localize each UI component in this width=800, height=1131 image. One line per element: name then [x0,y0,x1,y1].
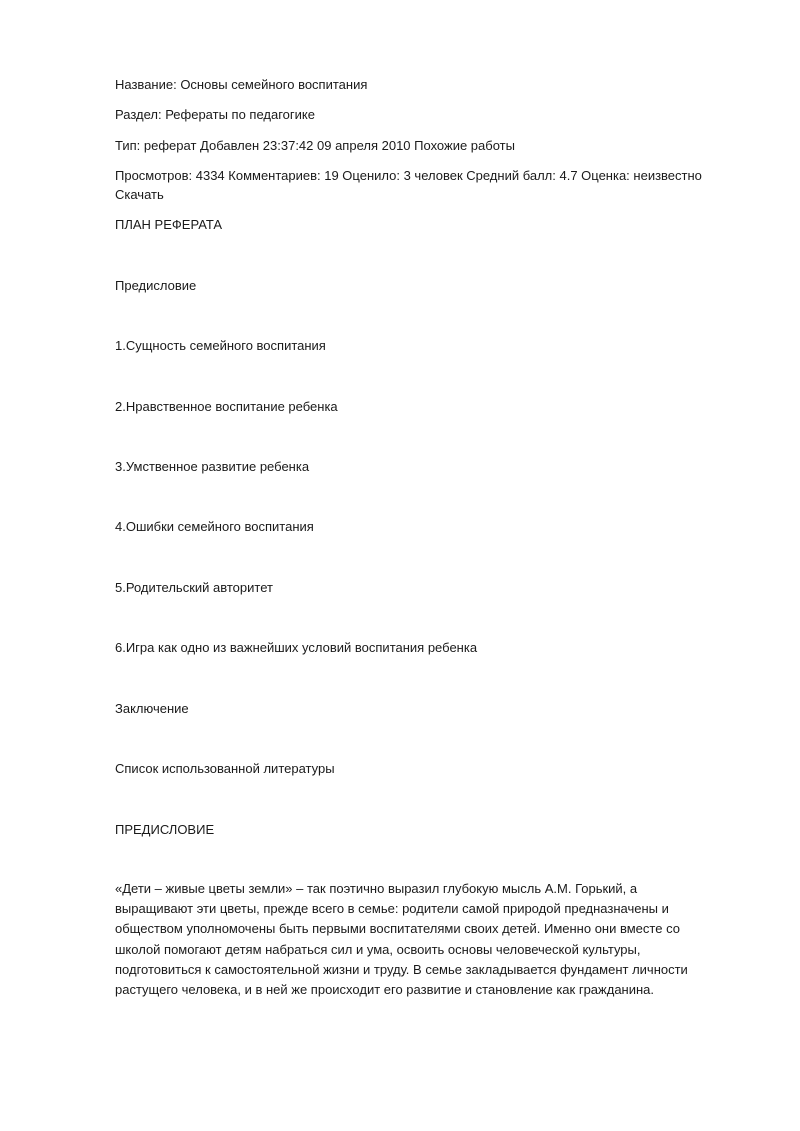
preface-line: «Дети – живые цветы земли» – так поэтично выразил глубокую мысль А.М. Горький, а [115,881,638,896]
plan-heading: ПЛАН РЕФЕРАТА [115,217,223,232]
plan-item-3: 3.Умственное развитие ребенка [115,459,310,474]
document-type-info: Тип: реферат Добавлен 23:37:42 09 апреля 2010 Похожие работы [115,138,515,153]
document-section: Раздел: Рефераты по педагогике [115,107,315,122]
download-link[interactable]: Скачать [115,187,164,202]
document-stats: Просмотров: 4334 Комментариев: 19 Оценило: 3 человек Средний балл: 4.7 Оценка: неизвестно [115,168,702,183]
plan-item-4: 4.Ошибки семейного воспитания [115,519,314,534]
plan-item-bibliography: Список использованной литературы [115,761,335,776]
plan-item-6: 6.Игра как одно из важнейших условий воспитания ребенка [115,640,478,655]
plan-item-conclusion: Заключение [115,701,189,716]
plan-item-preface: Предисловие [115,278,197,293]
document-title: Название: Основы семейного воспитания [115,77,368,92]
preface-line: растущего человека, и в ней же происходит его развитие и становление как гражданина. [115,982,655,998]
preface-paragraph [115,879,715,1000]
plan-item-2: 2.Нравственное воспитание ребенка [115,399,338,414]
preface-line: подготовиться к самостоятельной жизни и труду. В семье закладывается фундамент личности [115,961,688,977]
preface-heading: ПРЕДИСЛОВИЕ [115,822,215,837]
preface-line: выращивают эти цветы, прежде всего в семье: родители самой природой предназначены и [115,901,669,917]
plan-item-5: 5.Родительский авторитет [115,580,273,595]
preface-line: обществом уполномочены быть первыми воспитателями своих детей. Именно они вместе со [115,921,680,937]
plan-item-1: 1.Сущность семейного воспитания [115,338,326,353]
preface-line: школой помогают детям набраться сил и ума, освоить основы человеческой культуры, [115,941,641,957]
